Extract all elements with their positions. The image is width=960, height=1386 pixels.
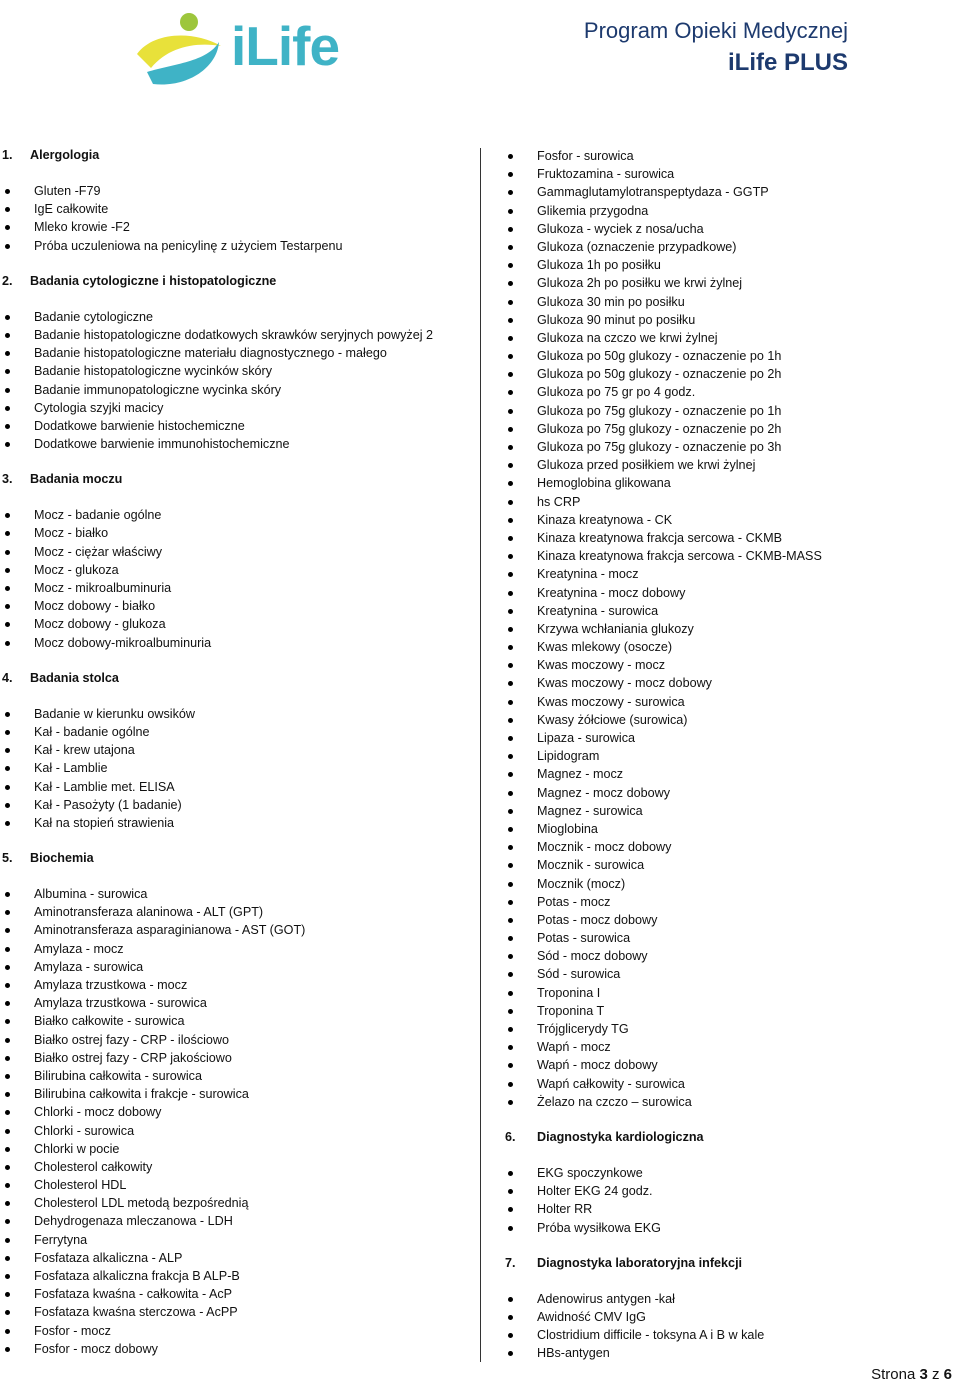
list-item: Potas - mocz (505, 893, 955, 911)
item-list (0, 885, 470, 1358)
item-list (0, 506, 470, 652)
list-item: Kał na stopień strawienia (0, 814, 470, 832)
list-item: Mocz - ciężar właściwy (0, 543, 470, 561)
list-item: Aminotransferaza alaninowa - ALT (GPT) (0, 903, 470, 921)
column-divider (480, 148, 481, 1362)
list-item: Białko ostrej fazy - CRP - ilościowo (0, 1031, 470, 1049)
list-item: Gammaglutamylotranspeptydaza - GGTP (505, 183, 955, 201)
list-item: Amylaza - surowica (0, 958, 470, 976)
list-item: Glukoza 1h po posiłku (505, 256, 955, 274)
item-list (505, 147, 955, 1111)
section-number: 6. (505, 1129, 516, 1144)
list-item: Kwas moczowy - surowica (505, 693, 955, 711)
section-title (0, 849, 470, 867)
list-item: Chlorki w pocie (0, 1140, 470, 1158)
list-item: Awidność CMV IgG (505, 1308, 955, 1326)
list-item: Dodatkowe barwienie immunohistochemiczne (0, 435, 470, 453)
list-item: Kinaza kreatynowa frakcja sercowa - CKMB-MASS (505, 547, 955, 565)
list-item: Fosfor - mocz dobowy (0, 1340, 470, 1358)
section-number: 4. (2, 670, 13, 685)
list-item: Żelazo na czczo – surowica (505, 1093, 955, 1111)
list-item: Kał - Pasożyty (1 badanie) (0, 796, 470, 814)
list-item: Dehydrogenaza mleczanowa - LDH (0, 1212, 470, 1230)
list-item: Amylaza - mocz (0, 940, 470, 958)
list-item: Glikemia przygodna (505, 202, 955, 220)
section-number: 5. (2, 851, 13, 866)
footer-middle: z (927, 1366, 944, 1383)
section-label: Badania moczu (30, 472, 123, 487)
list-item: Kreatynina - surowica (505, 602, 955, 620)
list-item: Glukoza 2h po posiłku we krwi żylnej (505, 274, 955, 292)
list-item: Albumina - surowica (0, 885, 470, 903)
list-item: HBs-antygen (505, 1344, 955, 1362)
list-item: Mocz - glukoza (0, 561, 470, 579)
list-item: Kwasy żółciowe (surowica) (505, 711, 955, 729)
list-item: Lipaza - surowica (505, 729, 955, 747)
section-title (505, 1254, 955, 1272)
list-item: Cholesterol LDL metodą bezpośrednią (0, 1194, 470, 1212)
program-name: iLife PLUS (727, 49, 848, 76)
list-item: Mleko krowie -F2 (0, 218, 470, 236)
list-item: Kinaza kreatynowa - CK (505, 511, 955, 529)
list-item: Mocz - białko (0, 524, 470, 542)
list-item: Kał - Lamblie met. ELISA (0, 778, 470, 796)
section-label: Badania cytologiczne i histopatologiczne (30, 273, 277, 288)
list-item: Chlorki - mocz dobowy (0, 1103, 470, 1121)
list-item: Kał - badanie ogólne (0, 723, 470, 741)
list-item: Fruktozamina - surowica (505, 165, 955, 183)
list-item: Holter RR (505, 1200, 955, 1218)
list-item: Białko ostrej fazy - CRP jakościowo (0, 1049, 470, 1067)
list-item: Clostridium difficile - toksyna A i B w kale (505, 1326, 955, 1344)
list-item: Mocz - badanie ogólne (0, 506, 470, 524)
list-item: Kreatynina - mocz dobowy (505, 584, 955, 602)
list-item: Potas - mocz dobowy (505, 911, 955, 929)
list-item: Fosfor - mocz (0, 1322, 470, 1340)
list-item: Glukoza na czczo we krwi żylnej (505, 329, 955, 347)
list-item: Kinaza kreatynowa frakcja sercowa - CKMB (505, 529, 955, 547)
list-item: Glukoza - wyciek z nosa/ucha (505, 220, 955, 238)
list-item: Glukoza przed posiłkiem we krwi żylnej (505, 456, 955, 474)
list-item: Sód - surowica (505, 965, 955, 983)
list-item: Trójglicerydy TG (505, 1020, 955, 1038)
page-footer (871, 1366, 952, 1383)
section-title (505, 1128, 955, 1146)
list-item: Badanie histopatologiczne wycinków skóry (0, 362, 470, 380)
list-item: Badanie histopatologiczne dodatkowych skrawków seryjnych powyżej 2 (0, 326, 470, 344)
list-item: Glukoza (oznaczenie przypadkowe) (505, 238, 955, 256)
section-label: Diagnostyka kardiologiczna (537, 1129, 704, 1144)
list-item: hs CRP (505, 493, 955, 511)
list-item: Glukoza po 75g glukozy - oznaczenie po 2h (505, 420, 955, 438)
section-label: Biochemia (30, 851, 94, 866)
list-item: IgE całkowite (0, 200, 470, 218)
list-item: Mocz dobowy-mikroalbuminuria (0, 634, 470, 652)
list-item: Wapń - mocz (505, 1038, 955, 1056)
list-item: Chlorki - surowica (0, 1122, 470, 1140)
document-header (584, 16, 848, 80)
section-title (0, 470, 470, 488)
list-item: Cholesterol HDL (0, 1176, 470, 1194)
ilife-logo (133, 2, 348, 90)
logo-figure-icon (133, 2, 233, 90)
logo-text: iLife (231, 15, 340, 77)
list-item: Hemoglobina glikowana (505, 474, 955, 492)
item-list (0, 308, 470, 454)
left-column (0, 146, 470, 1375)
list-item: Kwas moczowy - mocz (505, 656, 955, 674)
item-list (0, 705, 470, 832)
section-number: 3. (2, 472, 13, 487)
list-item: Fosfataza kwaśna sterczowa - AcPP (0, 1303, 470, 1321)
list-item: Mocz - mikroalbuminuria (0, 579, 470, 597)
list-item: Kwas moczowy - mocz dobowy (505, 674, 955, 692)
list-item: Amylaza trzustkowa - surowica (0, 994, 470, 1012)
list-item: Mocz dobowy - białko (0, 597, 470, 615)
list-item: Holter EKG 24 godz. (505, 1182, 955, 1200)
footer-page: 3 (919, 1366, 928, 1383)
list-item: Mocznik (mocz) (505, 875, 955, 893)
section-number: 7. (505, 1255, 516, 1270)
list-item: Ferrytyna (0, 1231, 470, 1249)
section-number: 1. (2, 148, 13, 162)
list-item: Glukoza po 75g glukozy - oznaczenie po 1h (505, 402, 955, 420)
list-item: Cholesterol całkowity (0, 1158, 470, 1176)
list-item: Bilirubina całkowita i frakcje - surowica (0, 1085, 470, 1103)
item-list (505, 1164, 955, 1237)
list-item: Badanie immunopatologiczne wycinka skóry (0, 381, 470, 399)
list-item: Lipidogram (505, 747, 955, 765)
list-item: Fosfataza alkaliczna frakcja B ALP-B (0, 1267, 470, 1285)
section-title (0, 272, 470, 290)
list-item: Kreatynina - mocz (505, 565, 955, 583)
list-item: EKG spoczynkowe (505, 1164, 955, 1182)
list-item: Kał - Lamblie (0, 759, 470, 777)
program-title: Program Opieki Medycznej (583, 18, 848, 43)
section-number: 2. (2, 273, 13, 288)
list-item: Amylaza trzustkowa - mocz (0, 976, 470, 994)
list-item: Fosfataza alkaliczna - ALP (0, 1249, 470, 1267)
list-item: Dodatkowe barwienie histochemiczne (0, 417, 470, 435)
section-label: Alergologia (30, 148, 100, 162)
list-item: Wapń całkowity - surowica (505, 1075, 955, 1093)
list-item: Badanie w kierunku owsików (0, 705, 470, 723)
list-item: Badanie cytologiczne (0, 308, 470, 326)
list-item: Glukoza 30 min po posiłku (505, 293, 955, 311)
section-label: Badania stolca (30, 670, 119, 685)
list-item: Magnez - surowica (505, 802, 955, 820)
footer-total: 6 (943, 1366, 952, 1383)
list-item: Białko całkowite - surowica (0, 1012, 470, 1030)
footer-prefix: Strona (871, 1366, 920, 1383)
list-item: Glukoza po 75 gr po 4 godz. (505, 383, 955, 401)
section-title (0, 146, 470, 164)
list-item: Mioglobina (505, 820, 955, 838)
item-list (0, 182, 470, 255)
list-item: Troponina T (505, 1002, 955, 1020)
list-item: Wapń - mocz dobowy (505, 1056, 955, 1074)
list-item: Mocz dobowy - glukoza (0, 615, 470, 633)
section-label: Diagnostyka laboratoryjna infekcji (537, 1255, 743, 1270)
list-item: Gluten -F79 (0, 182, 470, 200)
list-item: Magnez - mocz dobowy (505, 784, 955, 802)
list-item: Fosfataza kwaśna - całkowita - AcP (0, 1285, 470, 1303)
list-item: Mocznik - mocz dobowy (505, 838, 955, 856)
section-title (0, 669, 470, 687)
list-item: Glukoza po 75g glukozy - oznaczenie po 3h (505, 438, 955, 456)
list-item: Kał - krew utajona (0, 741, 470, 759)
right-column (505, 146, 955, 1379)
list-item: Cytologia szyjki macicy (0, 399, 470, 417)
list-item: Potas - surowica (505, 929, 955, 947)
list-item: Sód - mocz dobowy (505, 947, 955, 965)
list-item: Mocznik - surowica (505, 856, 955, 874)
list-item: Krzywa wchłaniania glukozy (505, 620, 955, 638)
list-item: Adenowirus antygen -kał (505, 1290, 955, 1308)
list-item: Próba uczuleniowa na penicylinę z użyciem Testarpenu (0, 237, 470, 255)
list-item: Kwas mlekowy (osocze) (505, 638, 955, 656)
list-item: Magnez - mocz (505, 765, 955, 783)
list-item: Troponina I (505, 984, 955, 1002)
list-item: Badanie histopatologiczne materiału diagnostycznego - małego (0, 344, 470, 362)
list-item: Glukoza po 50g glukozy - oznaczenie po 2h (505, 365, 955, 383)
item-list (505, 1290, 955, 1363)
list-item: Fosfor - surowica (505, 147, 955, 165)
list-item: Glukoza po 50g glukozy - oznaczenie po 1h (505, 347, 955, 365)
list-item: Próba wysiłkowa EKG (505, 1219, 955, 1237)
list-item: Bilirubina całkowita - surowica (0, 1067, 470, 1085)
list-item: Glukoza 90 minut po posiłku (505, 311, 955, 329)
list-item: Aminotransferaza asparaginianowa - AST (GOT) (0, 921, 470, 939)
